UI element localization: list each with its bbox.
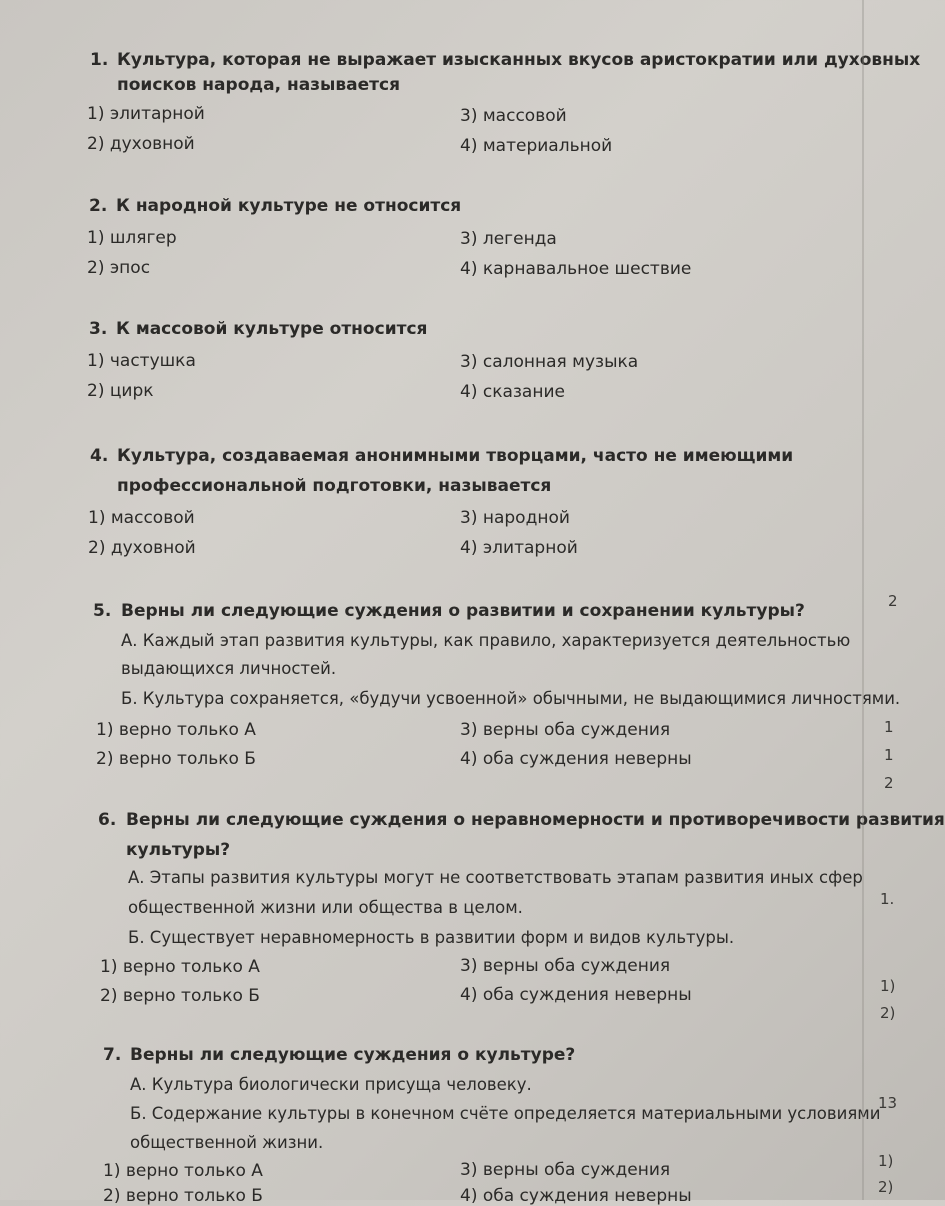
answer-option: 1) верно только А xyxy=(103,1161,263,1181)
answer-option: 1) шлягер xyxy=(87,228,177,248)
statement-line: А. Этапы развития культуры могут не соответствовать этапам развития иных сфер xyxy=(128,868,863,887)
edge-fragment: 2) xyxy=(880,1004,896,1022)
answer-option: 2) верно только Б xyxy=(103,1186,263,1206)
edge-fragment: 2 xyxy=(888,592,898,610)
answer-option: 1) верно только А xyxy=(100,957,260,977)
answer-option: 1) элитарной xyxy=(87,104,205,124)
answer-option: 4) оба суждения неверны xyxy=(460,985,692,1005)
edge-fragment: 1) xyxy=(880,977,896,995)
statement-line: Б. Содержание культуры в конечном счёте определяется материальными условиями xyxy=(130,1104,881,1123)
statement-line: Б. Культура сохраняется, «будучи усвоенной» обычными, не выдающимися личностями. xyxy=(121,689,901,708)
answer-option: 2) верно только Б xyxy=(100,986,260,1006)
question-title: Культура, которая не выражает изысканных вкусов аристократии или духовных xyxy=(117,50,921,70)
question-title: поисков народа, называется xyxy=(117,75,401,95)
answer-option: 3) салонная музыка xyxy=(460,352,639,372)
answer-option: 2) эпос xyxy=(87,258,151,278)
edge-fragment: 1. xyxy=(880,890,895,908)
answer-option: 3) верны оба суждения xyxy=(460,1160,671,1180)
edge-fragment: 2) xyxy=(878,1178,894,1196)
question-number: 5. xyxy=(93,601,112,621)
answer-option: 3) легенда xyxy=(460,229,557,249)
answer-option: 2) духовной xyxy=(88,538,196,558)
question-title: Верны ли следующие суждения о развитии и сохранении культуры? xyxy=(121,601,805,621)
answer-option: 3) верны оба суждения xyxy=(460,720,671,740)
page-edge xyxy=(862,0,864,1200)
answer-option: 4) оба суждения неверны xyxy=(460,1186,692,1206)
question-title: профессиональной подготовки, называется xyxy=(117,476,552,496)
answer-option: 2) цирк xyxy=(87,381,154,401)
question-number: 4. xyxy=(90,446,109,466)
question-title: Верны ли следующие суждения о культуре? xyxy=(130,1045,576,1065)
statement-line: выдающихся личностей. xyxy=(121,659,337,678)
question-title: К массовой культуре относится xyxy=(116,319,428,339)
edge-fragment: 1) xyxy=(878,1152,894,1170)
edge-fragment: 1 xyxy=(884,718,894,736)
edge-fragment: 2 xyxy=(884,774,894,792)
answer-option: 4) элитарной xyxy=(460,538,578,558)
answer-option: 4) карнавальное шествие xyxy=(460,259,692,279)
statement-line: общественной жизни или общества в целом. xyxy=(128,898,523,917)
statement-line: А. Каждый этап развития культуры, как правило, характеризуется деятельностью xyxy=(121,631,851,650)
statement-line: А. Культура биологически присуща человеку. xyxy=(130,1075,532,1094)
answer-option: 4) сказание xyxy=(460,382,565,402)
question-number: 7. xyxy=(103,1045,122,1065)
question-number: 2. xyxy=(89,196,108,216)
question-number: 1. xyxy=(90,50,109,70)
answer-option: 4) материальной xyxy=(460,136,613,156)
answer-option: 1) массовой xyxy=(88,508,195,528)
answer-option: 4) оба суждения неверны xyxy=(460,749,692,769)
edge-fragment: 13 xyxy=(878,1094,898,1112)
answer-option: 1) частушка xyxy=(87,351,196,371)
answer-option: 2) духовной xyxy=(87,134,195,154)
answer-option: 1) верно только А xyxy=(96,720,256,740)
edge-fragment: 1 xyxy=(884,746,894,764)
answer-option: 2) верно только Б xyxy=(96,749,256,769)
question-number: 3. xyxy=(89,319,108,339)
question-number: 6. xyxy=(98,810,117,830)
answer-option: 3) верны оба суждения xyxy=(460,956,671,976)
answer-option: 3) массовой xyxy=(460,106,567,126)
question-title: культуры? xyxy=(126,840,231,860)
question-title: Культура, создаваемая анонимными творцами, часто не имеющими xyxy=(117,446,794,466)
statement-line: Б. Существует неравномерность в развитии форм и видов культуры. xyxy=(128,928,735,947)
answer-option: 3) народной xyxy=(460,508,570,528)
statement-line: общественной жизни. xyxy=(130,1133,324,1152)
question-title: Верны ли следующие суждения о неравномерности и противоречивости развития xyxy=(126,810,945,830)
question-title: К народной культуре не относится xyxy=(116,196,462,216)
